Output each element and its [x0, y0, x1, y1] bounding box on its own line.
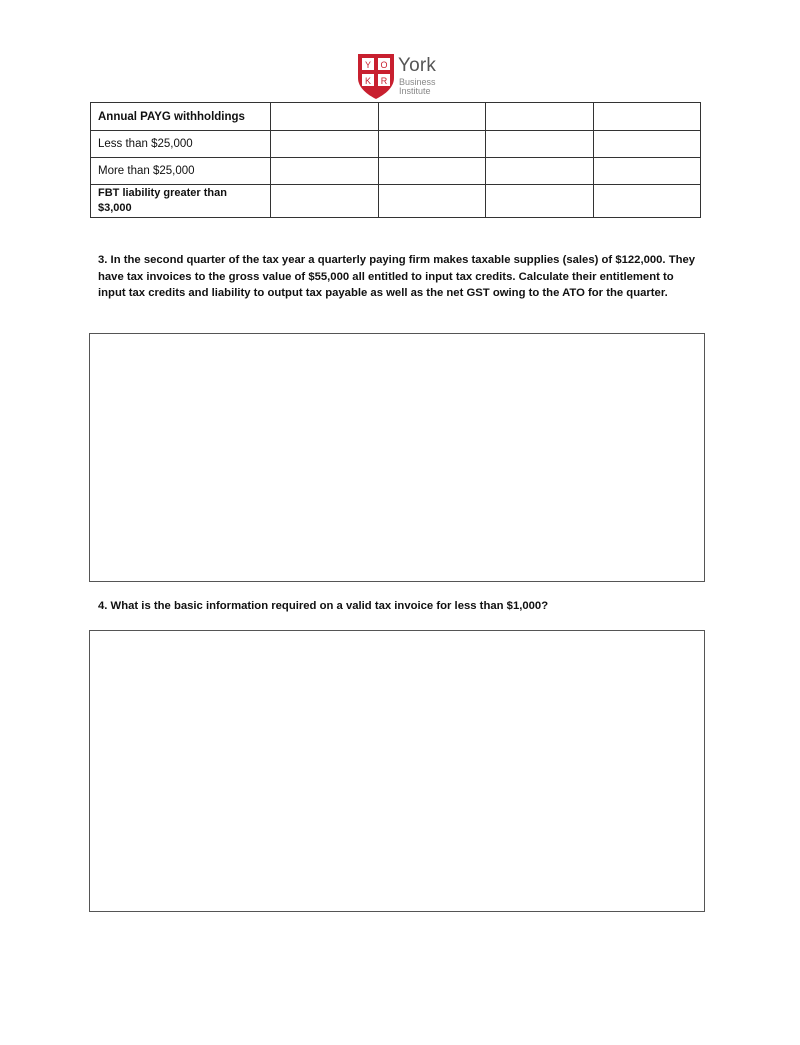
logo-letter-3: K: [364, 76, 372, 86]
question-3-text: 3. In the second quarter of the tax year a quarterly paying firm makes taxable supplies (sales) of $122,000. They have tax invoices to the gross value of $55,000 all entitled to input tax credits. Calculate their entitlement to input tax credits and liability to output tax payable as well as the net GST owing to the ATO for the quarter.: [98, 254, 696, 299]
logo-letter-2: O: [380, 60, 388, 70]
payg-withholdings-table: [90, 102, 701, 218]
logo-subtitle-1: Business: [399, 77, 436, 87]
table-row: [91, 103, 701, 131]
table-cell[interactable]: [271, 103, 378, 131]
table-row: [91, 131, 701, 158]
logo-brand-text: York: [398, 55, 437, 76]
table-cell[interactable]: [271, 158, 378, 185]
table-cell[interactable]: [593, 185, 700, 218]
row-label: More than $25,000: [91, 158, 271, 185]
york-business-institute-logo: [356, 52, 456, 100]
row-label: FBT liability greater than $3,000: [91, 185, 271, 218]
table-row: [91, 185, 701, 218]
table-cell[interactable]: [486, 103, 593, 131]
question-3-answer-box[interactable]: [89, 333, 705, 582]
table-cell[interactable]: [378, 158, 485, 185]
table-row: [91, 158, 701, 185]
logo-letter-1: Y: [364, 60, 372, 70]
table-cell[interactable]: [378, 131, 485, 158]
logo-letter-4: R: [380, 76, 388, 86]
table-cell[interactable]: [271, 131, 378, 158]
logo-subtitle-2: Institute: [399, 86, 431, 96]
shield-logo-icon: [356, 52, 396, 100]
question-4-answer-box[interactable]: [89, 630, 705, 912]
row-label: Annual PAYG withholdings: [91, 103, 271, 131]
table-cell[interactable]: [593, 103, 700, 131]
table-cell[interactable]: [593, 131, 700, 158]
table-cell[interactable]: [486, 131, 593, 158]
table-cell[interactable]: [593, 158, 700, 185]
table-cell[interactable]: [378, 185, 485, 218]
table-cell[interactable]: [271, 185, 378, 218]
table-cell[interactable]: [378, 103, 485, 131]
question-4-text: 4. What is the basic information required on a valid tax invoice for less than $1,000?: [98, 600, 549, 612]
table-cell[interactable]: [486, 158, 593, 185]
row-label: Less than $25,000: [91, 131, 271, 158]
table-cell[interactable]: [486, 185, 593, 218]
